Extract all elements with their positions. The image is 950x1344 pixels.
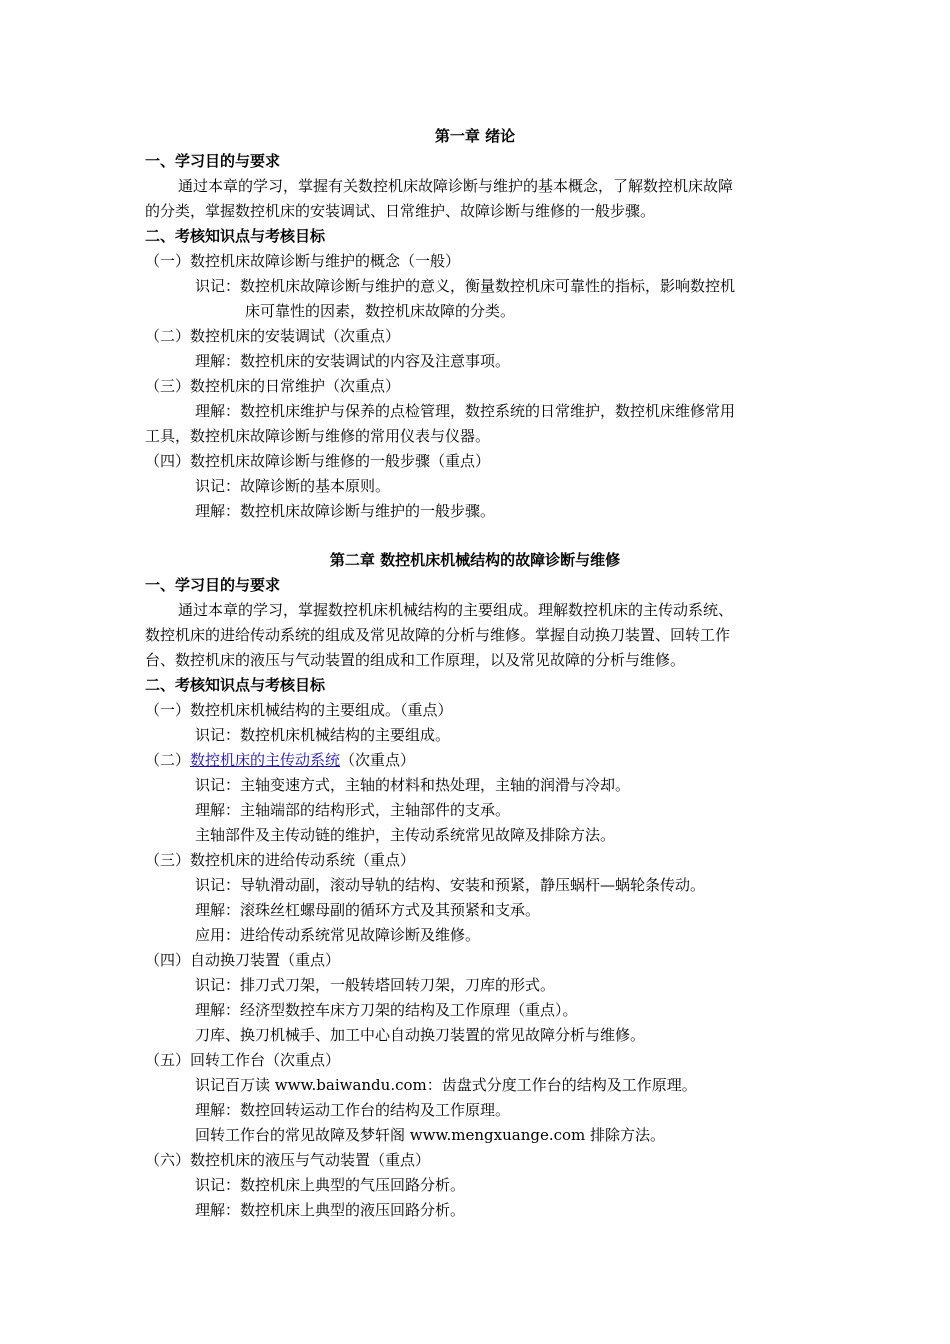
chapter1-item2-detail1: 理解：数控机床的安装调试的内容及注意事项。 xyxy=(195,352,511,370)
chapter2-item1: （一）数控机床机械结构的主要组成。（重点） xyxy=(145,701,453,719)
chapter2-item2 xyxy=(145,750,415,770)
chapter2-item2-prefix: （二） xyxy=(145,751,191,769)
chapter1-item3: （三）数控机床的日常维护（次重点） xyxy=(145,377,401,395)
chapter1-item3-detail2: 工具，数控机床故障诊断与维修的常用仪表与仪器。 xyxy=(145,427,491,445)
chapter2-item3-detail2: 理解：滚珠丝杠螺母副的循环方式及其预紧和支承。 xyxy=(195,901,541,919)
chapter2-item3: （三）数控机床的进给传动系统（重点） xyxy=(145,851,416,869)
chapter2-title: 第二章 数控机床机械结构的故障诊断与维修 xyxy=(329,551,621,569)
chapter2-item4-detail2: 理解：经济型数控车床方刀架的结构及工作原理（重点）。 xyxy=(195,1001,578,1019)
chapter2-intro-line1: 通过本章的学习，掌握数控机床机械结构的主要组成。理解数控机床的主传动系统、 xyxy=(178,601,734,619)
chapter2-item4: （四）自动换刀装置（重点） xyxy=(145,951,341,969)
chapter2-item3-detail1: 识记：导轨滑动副，滚动导轨的结构、安装和预紧，静压蜗杆—蜗轮条传动。 xyxy=(195,876,706,894)
chapter2-item1-detail1: 识记：数控机床机械结构的主要组成。 xyxy=(195,726,451,744)
chapter1-intro-line2: 的分类，掌握数控机床的安装调试、日常维护、故障诊断与维修的一般步骤。 xyxy=(145,202,656,220)
chapter2-item6: （六）数控机床的液压与气动装置（重点） xyxy=(145,1151,431,1169)
chapter1-item4-detail1: 识记：故障诊断的基本原则。 xyxy=(195,477,391,495)
chapter2-item5-detail2: 理解：数控回转运动工作台的结构及工作原理。 xyxy=(195,1101,511,1119)
chapter1-section2-heading: 二、考核知识点与考核目标 xyxy=(145,227,326,245)
chapter1-item1-detail1: 识记：数控机床故障诊断与维护的意义，衡量数控机床可靠性的指标，影响数控机 xyxy=(195,277,736,295)
chapter2-item3-detail3: 应用：进给传动系统常见故障诊断及维修。 xyxy=(195,926,481,944)
chapter1-item4: （四）数控机床故障诊断与维修的一般步骤（重点） xyxy=(145,452,491,470)
chapter1-title: 第一章 绪论 xyxy=(434,127,516,145)
chapter2-item4-detail1: 识记：排刀式刀架，一般转塔回转刀架，刀库的形式。 xyxy=(195,976,556,994)
chapter1-item1-detail2: 床可靠性的因素，数控机床故障的分类。 xyxy=(245,302,516,320)
chapter2-item6-detail1: 识记：数控机床上典型的气压回路分析。 xyxy=(195,1176,466,1194)
chapter2-item6-detail2: 理解：数控机床上典型的液压回路分析。 xyxy=(195,1201,466,1219)
chapter1-item3-detail1: 理解：数控机床维护与保养的点检管理，数控系统的日常维护，数控机床维修常用 xyxy=(195,402,736,420)
chapter2-item4-detail3: 刀库、换刀机械手、加工中心自动换刀装置的常见故障分析与维修。 xyxy=(195,1026,646,1044)
chapter2-intro-line3: 台、数控机床的液压与气动装置的组成和工作原理，以及常见故障的分析与维修。 xyxy=(145,651,686,669)
chapter2-item5: （五）回转工作台（次重点） xyxy=(145,1051,341,1069)
chapter1-intro-line1: 通过本章的学习，掌握有关数控机床故障诊断与维护的基本概念，了解数控机床故障 xyxy=(178,177,734,195)
chapter2-section1-heading: 一、学习目的与要求 xyxy=(145,576,281,594)
chapter2-item2-suffix: （次重点） xyxy=(340,751,416,769)
chapter1-item1: （一）数控机床故障诊断与维护的概念（一般） xyxy=(145,252,461,270)
chapter1-section1-heading: 一、学习目的与要求 xyxy=(145,152,281,170)
chapter2-intro-line2: 数控机床的进给传动系统的组成及常见故障的分析与维修。掌握自动换刀装置、回转工作 xyxy=(145,626,731,644)
chapter2-section2-heading: 二、考核知识点与考核目标 xyxy=(145,676,326,694)
chapter2-item2-detail1: 识记：主轴变速方式，主轴的材料和热处理，主轴的润滑与冷却。 xyxy=(195,776,631,794)
chapter2-item2-detail2: 理解：主轴端部的结构形式，主轴部件的支承。 xyxy=(195,801,511,819)
chapter2-item2-detail3: 主轴部件及主传动链的维护，主传动系统常见故障及排除方法。 xyxy=(195,826,616,844)
main-drive-system-link[interactable]: 数控机床的主传动系统 xyxy=(190,751,341,769)
chapter1-item2: （二）数控机床的安装调试（次重点） xyxy=(145,327,401,345)
chapter2-item5-detail3: 回转工作台的常见故障及梦轩阁 www.mengxuange.com 排除方法。 xyxy=(195,1126,666,1144)
chapter2-item5-detail1: 识记百万读 www.baiwandu.com：齿盘式分度工作台的结构及工作原理。 xyxy=(195,1076,697,1094)
chapter1-item4-detail2: 理解：数控机床故障诊断与维护的一般步骤。 xyxy=(195,502,496,520)
